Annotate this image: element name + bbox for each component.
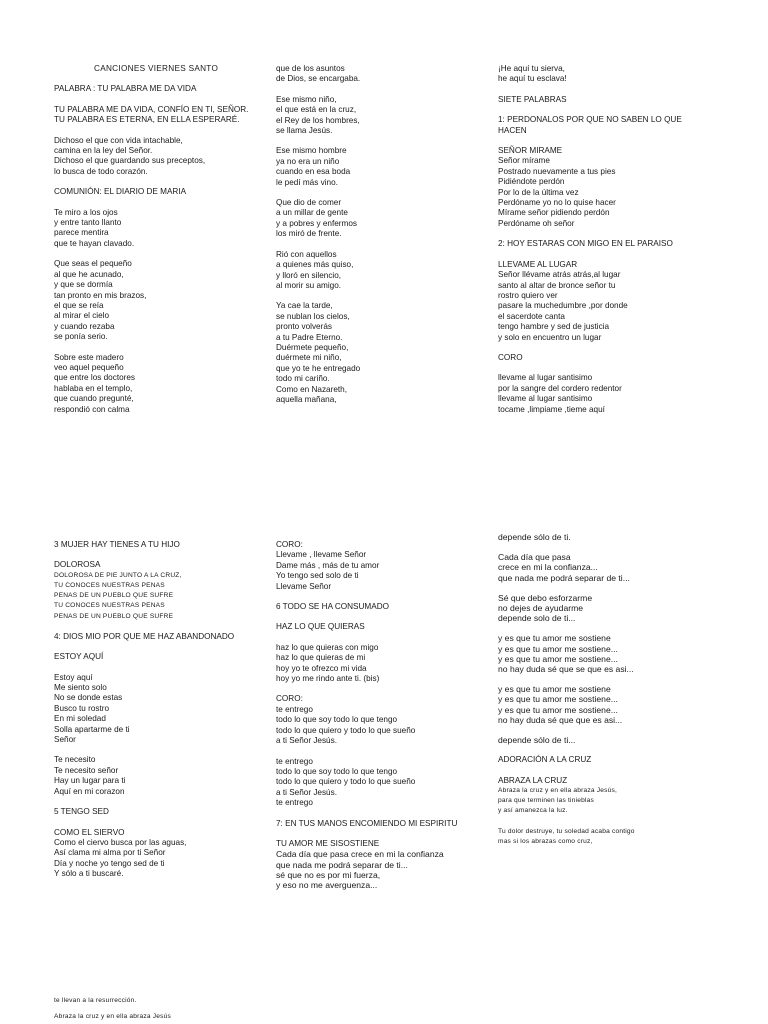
text-block: [498, 115, 713, 136]
text-block: [276, 694, 491, 746]
text-line: todo mi cariño.: [276, 374, 330, 384]
text-line: Como el ciervo busca por las aguas,: [54, 837, 187, 847]
text-block: [276, 643, 491, 685]
text-line: Postrado nuevamente a tus pies: [498, 166, 616, 176]
text-block: [54, 632, 269, 642]
text-line: DOLOROSA DE PIE JUNTO A LA CRUZ,: [54, 571, 182, 579]
text-line: a un millar de gente: [276, 208, 348, 218]
text-line: depende solo de ti...: [498, 613, 576, 624]
text-block: [54, 136, 269, 178]
text-line: 2: HOY ESTARAS CON MIGO EN EL PARAISO: [498, 239, 673, 249]
text-line: Rió con aquellos: [276, 249, 337, 259]
text-block: [498, 827, 713, 847]
text-block: [276, 64, 491, 85]
text-line: Así clama mi alma por ti Señor: [54, 848, 166, 858]
text-line: SEÑOR MIRAME: [498, 146, 563, 156]
text-line: Mírame señor pidiendo perdón: [498, 208, 610, 218]
text-line: COMUNIÓN: EL DIARIO DE MARIA: [54, 187, 187, 197]
text-line: te entrego: [276, 704, 313, 714]
text-line: los miró de frente.: [276, 229, 342, 239]
text-line: pasare la muchedumbre ,por donde: [498, 301, 628, 311]
text-line: Como en Nazareth,: [276, 384, 347, 394]
text-line: a quienes más quiso,: [276, 260, 354, 270]
text-line: respondió con calma: [54, 404, 130, 414]
text-line: TU AMOR ME SISOSTIENE: [276, 838, 380, 848]
text-line: Solla apartarme de ti: [54, 724, 130, 734]
text-line: camina en la ley del Señor.: [54, 146, 153, 156]
text-line: HACEN: [498, 125, 527, 135]
text-block: [54, 755, 269, 797]
text-block: [498, 552, 713, 583]
text-line: de Dios, se encargaba.: [276, 74, 361, 84]
text-line: TU PALABRA ME DA VIDA, CONFÍO EN TI, SEÑOR.: [54, 104, 249, 114]
text-line: no dejes de ayudarme: [498, 603, 584, 614]
text-block: [498, 776, 713, 817]
text-line: CORO:: [276, 694, 303, 704]
text-block: [498, 755, 713, 765]
text-line: y a pobres y enfermos: [276, 218, 358, 228]
text-line: se llama Jesús.: [276, 126, 333, 136]
text-line: que entre los doctores: [54, 373, 136, 383]
text-block: [54, 208, 269, 250]
text-line: se ponía serio.: [54, 332, 108, 342]
text-block: [498, 353, 713, 363]
text-line: 3 MUJER HAY TIENES A TU HIJO: [54, 540, 180, 549]
text-block: [54, 187, 269, 197]
text-line: Me siento solo: [54, 683, 107, 693]
text-line: Ese mismo niño,: [276, 94, 337, 104]
text-line: Y sólo a ti buscaré.: [54, 869, 124, 879]
text-line: SIETE PALABRAS: [498, 94, 567, 104]
text-line: Señor mírame: [498, 156, 550, 166]
text-line: En mi soledad: [54, 714, 106, 724]
text-line: Busco tu rostro: [54, 703, 110, 713]
text-block: [498, 735, 713, 745]
text-line: ABRAZA LA CRUZ: [498, 775, 568, 785]
text-line: haz lo que quieras con migo: [276, 642, 379, 652]
text-line: sé que no es por mi fuerza,: [276, 869, 381, 880]
text-line: ADORACIÓN A LA CRUZ: [498, 755, 592, 765]
text-line: por la sangre del cordero redentor: [498, 383, 622, 393]
column-3-bottom: [498, 532, 713, 857]
text-block: [276, 602, 491, 612]
text-line: y eso no me averguenza...: [276, 879, 378, 890]
text-line: y es que tu amor me sostiene...: [498, 653, 618, 664]
text-line: y entre tanto llanto: [54, 218, 122, 228]
text-line: todo lo que quiero y todo lo que sueño: [276, 777, 416, 787]
text-line: Que seas el pequeño: [54, 259, 132, 269]
text-line: he aquí tu esclava!: [498, 74, 567, 84]
text-block: [276, 757, 491, 809]
text-line: Tu dolor destruye, tu soledad acaba contigo: [498, 827, 635, 835]
text-block: [276, 622, 491, 632]
text-line: Dame más , más de tu amor: [276, 560, 380, 570]
text-block: [276, 250, 491, 292]
text-line: pronto volverás: [276, 322, 332, 332]
text-line: al que he acunado,: [54, 269, 124, 279]
text-line: 4: DIOS MIO POR QUE ME HAZ ABANDONADO: [54, 631, 235, 641]
text-line: Aquí en mi corazon: [54, 786, 125, 796]
text-line: Señor: [54, 735, 76, 745]
text-block: [54, 84, 269, 94]
text-block: [498, 64, 713, 85]
footer-line-2: Abraza la cruz y en ella abraza Jesús: [54, 1013, 171, 1021]
text-block: [276, 95, 491, 137]
text-line: veo aquel pequeño: [54, 362, 124, 372]
text-line: Señor llévame atrás atrás,al lugar: [498, 270, 621, 280]
text-line: para que terminen las tinieblas: [498, 797, 595, 805]
text-line: No se donde estas: [54, 693, 123, 703]
text-line: y es que tu amor me sostiene...: [498, 704, 618, 715]
text-line: Sobre este madero: [54, 352, 124, 362]
column-1-top: [54, 64, 269, 425]
text-line: el que se reía: [54, 300, 104, 310]
text-line: HAZ LO QUE QUIERAS: [276, 622, 365, 632]
text-line: crece en mi la confianza...: [498, 562, 598, 573]
text-line: Te necesito: [54, 755, 96, 765]
column-3-top: [498, 64, 713, 425]
text-line: lo busca de todo corazón.: [54, 166, 148, 176]
text-line: Ya cae la tarde,: [276, 301, 333, 311]
text-line: ya no era un niño: [276, 156, 340, 166]
text-line: rostro quiero ver: [498, 290, 558, 300]
text-line: tocame ,limpiame ,tieme aquí: [498, 404, 605, 414]
text-line: cuando en esa boda: [276, 167, 351, 177]
text-line: Duérmete pequeño,: [276, 342, 349, 352]
text-block: [54, 105, 269, 126]
text-line: Día y noche yo tengo sed de ti: [54, 858, 165, 868]
text-block: [498, 146, 713, 229]
text-line: Llevame , llevame Señor: [276, 550, 367, 560]
text-line: le pedí más vino.: [276, 177, 338, 187]
text-block: [276, 301, 491, 405]
page-title: CANCIONES VIERNES SANTO: [94, 64, 219, 73]
text-line: llevame al lugar santisimo: [498, 373, 593, 383]
text-block: [54, 807, 269, 817]
text-block: [54, 560, 269, 621]
text-line: te entrego: [276, 798, 313, 808]
text-line: a tu Padre Eterno.: [276, 332, 343, 342]
text-block: [498, 593, 713, 624]
text-line: PENAS DE UN PUEBLO QUE SUFRE: [54, 592, 174, 600]
text-block: [498, 373, 713, 415]
text-block: [498, 260, 713, 343]
text-block: [54, 353, 269, 415]
text-line: 1: PERDONALOS POR QUE NO SABEN LO QUE: [498, 115, 682, 125]
text-line: que nada me podrá separar de ti...: [498, 572, 630, 583]
text-line: PENAS DE UN PUEBLO QUE SUFRE: [54, 612, 174, 620]
text-line: parece mentira: [54, 228, 109, 238]
text-block: [498, 633, 713, 674]
text-line: todo lo que soy todo lo que tengo: [276, 766, 398, 776]
text-line: Estoy aquí: [54, 672, 93, 682]
text-line: todo lo que soy todo lo que tengo: [276, 715, 398, 725]
text-line: llevame al lugar santisimo: [498, 394, 593, 404]
text-line: y es que tu amor me sostiene...: [498, 643, 618, 654]
text-line: el que está en la cruz,: [276, 105, 357, 115]
text-line: te entrego: [276, 756, 313, 766]
text-line: Te necesito señor: [54, 765, 119, 775]
text-line: CORO: [498, 352, 523, 362]
text-line: haz lo que quieras de mi: [276, 653, 366, 663]
text-line: 5 TENGO SED: [54, 807, 109, 817]
text-line: duérmete mi niño,: [276, 353, 342, 363]
text-block: [54, 673, 269, 746]
text-line: hoy yo me rindo ante ti. (bis): [276, 674, 380, 684]
footer-text: [54, 996, 269, 1022]
footer-line-1: te llevan a la resurrección.: [54, 997, 137, 1004]
text-line: Que dio de comer: [276, 198, 342, 208]
text-line: santo al altar de bronce señor tu: [498, 280, 616, 290]
text-line: que te hayan clavado.: [54, 238, 135, 248]
text-line: TU CONOCES NUESTRAS PENAS: [54, 582, 165, 590]
text-line: Perdóname oh señor: [498, 218, 575, 228]
text-block: [498, 239, 713, 249]
text-line: y cuando rezaba: [54, 321, 115, 331]
text-line: Dichoso el que con vida intachable,: [54, 135, 183, 145]
text-block: [498, 532, 713, 542]
text-block: [276, 819, 491, 829]
text-block: [498, 95, 713, 105]
text-line: todo lo que quiero y todo lo que sueño: [276, 725, 416, 735]
text-line: que nada me podrá separar de ti...: [276, 859, 408, 870]
text-block: [276, 540, 491, 592]
text-line: CORO:: [276, 540, 303, 549]
text-line: TU PALABRA ES ETERNA, EN ELLA ESPERARÉ.: [54, 115, 240, 125]
text-line: aquella mañana,: [276, 394, 337, 404]
text-line: ¡He aquí tu sierva,: [498, 64, 565, 73]
text-line: Cada día que pasa: [498, 552, 571, 563]
text-line: tengo hambre y sed de justicia: [498, 322, 610, 332]
text-line: que de los asuntos: [276, 64, 345, 73]
text-line: LLEVAME AL LUGAR: [498, 259, 578, 269]
text-block: [276, 198, 491, 240]
text-line: a ti Señor Jesús.: [276, 736, 337, 746]
text-block: [54, 652, 269, 662]
text-line: y lloró en silencio,: [276, 270, 342, 280]
text-line: se nublan los cielos,: [276, 311, 350, 321]
text-line: COMO EL SIERVO: [54, 827, 125, 837]
text-line: Hay un lugar para ti: [54, 776, 126, 786]
column-2-bottom: [276, 540, 491, 900]
text-line: tan pronto en mis brazos,: [54, 290, 147, 300]
text-line: al mirar el cielo: [54, 311, 110, 321]
text-line: DOLOROSA: [54, 560, 101, 570]
text-line: ESTOY AQUÍ: [54, 652, 104, 662]
text-line: que yo te he entregado: [276, 363, 361, 373]
text-block: [276, 146, 491, 188]
text-line: Por lo de la última vez: [498, 187, 579, 197]
text-line: Perdóname yo no lo quise hacer: [498, 198, 616, 208]
text-line: 7: EN TUS MANOS ENCOMIENDO MI ESPIRITU: [276, 818, 458, 828]
text-line: y es que tu amor me sostiene...: [498, 694, 618, 705]
text-line: no hay duda sé que se que es asi...: [498, 664, 634, 675]
text-line: mas si los abrazas como cruz,: [498, 837, 593, 845]
text-line: hablaba en el templo,: [54, 383, 133, 393]
text-line: al morir su amigo.: [276, 280, 342, 290]
text-line: Llevame Señor: [276, 581, 332, 591]
text-line: Ese mismo hombre: [276, 146, 347, 156]
text-block: [54, 828, 269, 880]
text-line: el sacerdote canta: [498, 311, 565, 321]
column-1-bottom: [54, 540, 269, 890]
text-line: Abraza la cruz y en ella abraza Jesús,: [498, 787, 618, 795]
text-line: hoy yo te ofrezco mi vida: [276, 663, 367, 673]
text-line: TU CONOCES NUESTRAS PENAS: [54, 602, 165, 610]
text-line: PALABRA : TU PALABRA ME DA VIDA: [54, 84, 197, 94]
text-line: Sé que debo esforzarme: [498, 592, 593, 603]
text-line: que cuando pregunté,: [54, 394, 134, 404]
text-line: 6 TODO SE HA CONSUMADO: [276, 602, 389, 612]
text-line: y es que tu amor me sostiene: [498, 633, 611, 644]
text-line: y solo en encuentro un lugar: [498, 332, 602, 342]
text-block: [276, 839, 491, 890]
text-line: Te miro a los ojos: [54, 207, 118, 217]
text-line: Pidiéndote perdón: [498, 177, 565, 187]
text-line: y es que tu amor me sostiene: [498, 684, 611, 695]
text-line: el Rey de los hombres,: [276, 115, 360, 125]
text-line: Yo tengo sed solo de ti: [276, 571, 359, 581]
text-line: Dichoso el que guardando sus preceptos,: [54, 156, 206, 166]
text-block: [54, 259, 269, 342]
text-line: y que se dormía: [54, 280, 113, 290]
text-line: Cada día que pasa crece en mi la confianza: [276, 849, 444, 860]
text-line: depende sólo de ti...: [498, 735, 576, 746]
text-line: no hay duda sé que que es asi...: [498, 714, 623, 725]
text-line: depende sólo de ti.: [498, 532, 571, 542]
text-block: [54, 540, 269, 550]
text-block: [498, 684, 713, 725]
text-line: a ti Señor Jesús.: [276, 787, 337, 797]
column-2-top: [276, 64, 491, 415]
text-line: y así amanezca la luz.: [498, 807, 568, 815]
